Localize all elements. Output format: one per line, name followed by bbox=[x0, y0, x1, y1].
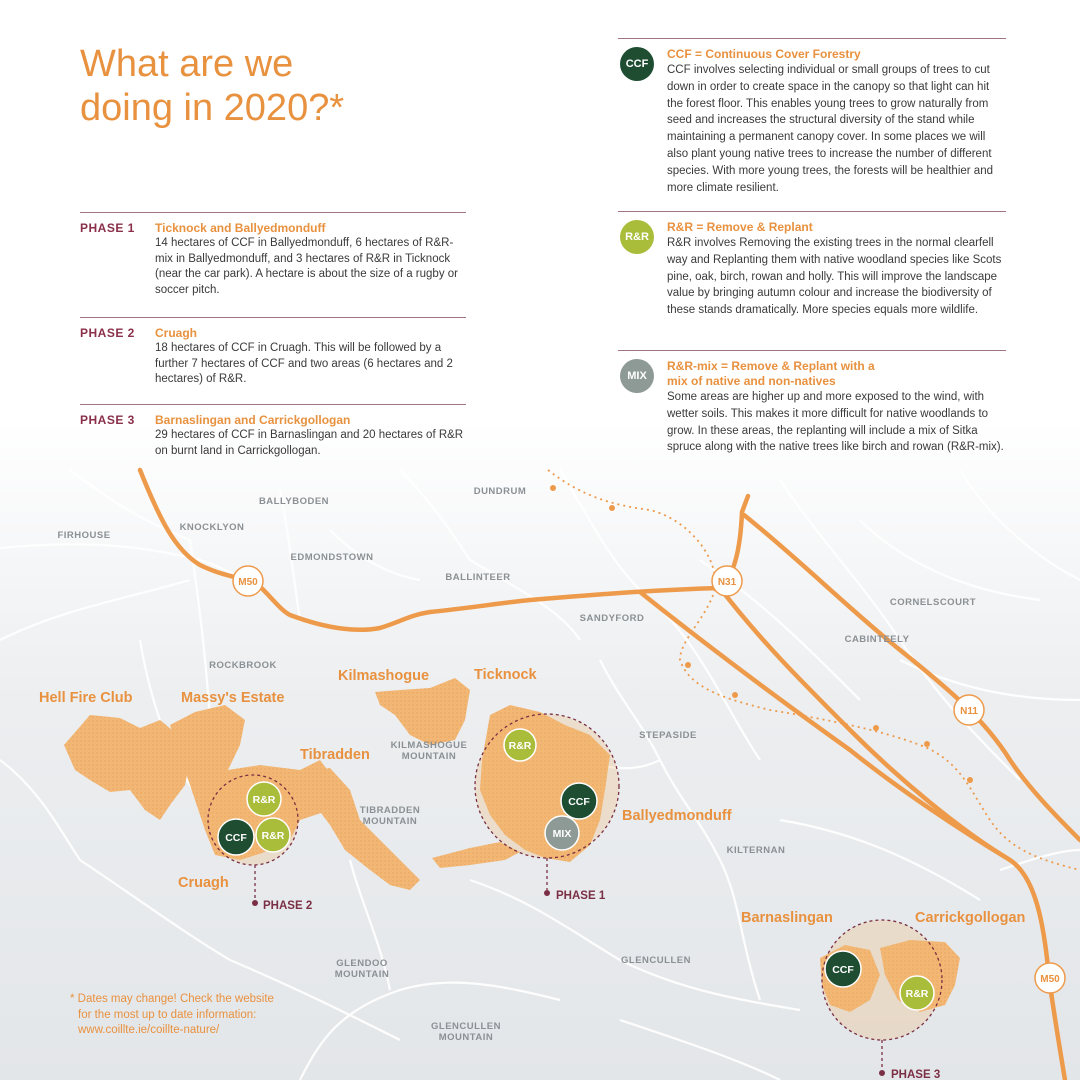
phase-1-name: Ticknock and Ballyedmonduff bbox=[155, 221, 326, 235]
definition-rr bbox=[618, 211, 1006, 319]
phase-1-block bbox=[80, 212, 466, 298]
place-tibradden-mountain-1: TIBRADDEN bbox=[359, 805, 421, 816]
phase-3-block bbox=[80, 404, 466, 459]
place-ballinteer: BALLINTEER bbox=[445, 572, 511, 583]
place-glencullen-mountain-1: GLENCULLEN bbox=[431, 1021, 501, 1032]
place-stepaside: STEPASIDE bbox=[639, 730, 697, 741]
badge-cruagh-rr-1: R&R bbox=[252, 794, 276, 806]
place-cornelscourt: CORNELSCOURT bbox=[889, 597, 977, 608]
rr-mix-body: Some areas are higher up and more exposed to the wind, with wetter soils. This makes it more difficult for native woodlands to grow. In these areas, the replanting will include a mix of Sitka spruce along with the native trees like birch and rowan (R&R-mix). bbox=[667, 391, 1004, 454]
place-edmondstown: EDMONDSTOWN bbox=[290, 552, 374, 563]
place-tibradden-mountain-2: MOUNTAIN bbox=[362, 816, 418, 827]
forest-hell-fire-club bbox=[64, 715, 190, 820]
footnote-line-1: * Dates may change! Check the website bbox=[70, 993, 274, 1005]
road-label-n31: N31 bbox=[717, 577, 737, 588]
label-tibradden: Tibradden bbox=[300, 747, 370, 763]
phase-1-label: PHASE 1 bbox=[80, 221, 135, 235]
title-line-1: What are we bbox=[80, 43, 294, 85]
ccf-title: CCF = Continuous Cover Forestry bbox=[667, 47, 861, 61]
place-kilternan: KILTERNAN bbox=[726, 845, 786, 856]
phase-2-block bbox=[80, 317, 466, 388]
road-label-m50-west: M50 bbox=[238, 577, 258, 588]
label-kilmashogue: Kilmashogue bbox=[338, 668, 430, 684]
definition-rr-mix bbox=[618, 350, 1006, 456]
mix-badge: MIX bbox=[620, 359, 654, 393]
forest-kilmashogue bbox=[375, 678, 470, 745]
place-dundrum: DUNDRUM bbox=[473, 486, 527, 497]
place-sandyford: SANDYFORD bbox=[579, 613, 645, 624]
ccf-badge: CCF bbox=[620, 47, 654, 81]
place-cabinteely: CABINTEELY bbox=[844, 634, 910, 645]
place-knocklyon: KNOCKLYON bbox=[179, 522, 245, 533]
badge-ticknock-rr: R&R bbox=[508, 740, 532, 752]
place-glendoo-mountain-2: MOUNTAIN bbox=[334, 969, 390, 980]
phase-2-label: PHASE 2 bbox=[80, 326, 135, 340]
phase-2-marker: PHASE 2 bbox=[263, 900, 313, 912]
place-rockbrook: ROCKBROOK bbox=[209, 660, 277, 671]
label-cruagh: Cruagh bbox=[178, 875, 229, 891]
place-glencullen-mountain-2: MOUNTAIN bbox=[438, 1032, 494, 1043]
place-firhouse: FIRHOUSE bbox=[57, 530, 111, 541]
definition-ccf bbox=[618, 38, 1006, 196]
rr-mix-title: R&R-mix = Remove & Replant with a mix of native and non-natives bbox=[667, 359, 875, 388]
page-title bbox=[80, 42, 460, 130]
place-kilmashogue-mountain-2: MOUNTAIN bbox=[401, 751, 457, 762]
title-line-2: doing in 2020?* bbox=[80, 87, 345, 129]
place-ballyboden: BALLYBODEN bbox=[258, 496, 330, 507]
place-glencullen: GLENCULLEN bbox=[621, 955, 691, 966]
badge-barnaslingan-ccf: CCF bbox=[832, 964, 854, 976]
phase-3-marker: PHASE 3 bbox=[891, 1069, 941, 1080]
place-glendoo-mountain-1: GLENDOO bbox=[336, 958, 388, 969]
rr-badge: R&R bbox=[620, 220, 654, 254]
badge-ballyedmonduff-mix: MIX bbox=[552, 828, 572, 840]
badge-cruagh-ccf: CCF bbox=[225, 832, 247, 844]
footnote bbox=[70, 992, 310, 1039]
ccf-body: CCF involves selecting individual or small groups of trees to cut down in order to create space in the canopy so that light can hit the forest floor. This enables young trees to grow naturally from seed and increases the structural diversity of the stand while maintaining a permanent canopy cover. In some places we will also plant young native trees to increase the number of different species. With more young trees, the forests will be healthier and more climate resilient. bbox=[667, 64, 993, 194]
phase-2-description: 18 hectares of CCF in Cruagh. This will be followed by a further 7 hectares of CCF and two areas (6 hectares and 2 hectares) of R&R. bbox=[155, 342, 453, 385]
phase-1-description: 14 hectares of CCF in Ballyedmonduff, 6 hectares of R&R-mix in Ballyedmonduff, and 3 hectares of R&R in Ticknock (near the car park). A hectare is about the size of a rugby or soccer pitch. bbox=[155, 237, 458, 296]
footnote-website-link[interactable]: www.coillte.ie/coillte-nature/ bbox=[78, 1024, 220, 1036]
forest-tibradden bbox=[295, 768, 420, 890]
phase-3-description: 29 hectares of CCF in Barnaslingan and 20 hectares of R&R on burnt land in Carrickgollogan. bbox=[155, 429, 464, 457]
footnote-line-2: for the most up to date information: bbox=[78, 1008, 257, 1021]
phase-3-label: PHASE 3 bbox=[80, 413, 135, 427]
label-barnaslingan: Barnaslingan bbox=[741, 910, 833, 926]
label-ballyedmonduff: Ballyedmonduff bbox=[622, 808, 732, 824]
badge-cruagh-rr-2: R&R bbox=[261, 830, 285, 842]
label-carrickgollogan: Carrickgollogan bbox=[915, 910, 1026, 926]
label-massys-estate: Massy's Estate bbox=[181, 690, 285, 706]
badge-ballyedmonduff-ccf: CCF bbox=[568, 796, 590, 808]
label-hell-fire-club: Hell Fire Club bbox=[39, 690, 133, 706]
forest-strip bbox=[432, 842, 520, 868]
phase-1-marker: PHASE 1 bbox=[556, 890, 606, 902]
label-ticknock: Ticknock bbox=[474, 667, 537, 683]
phase-2-name: Cruagh bbox=[155, 326, 197, 340]
rr-title: R&R = Remove & Replant bbox=[667, 220, 813, 234]
phase-3-name: Barnaslingan and Carrickgollogan bbox=[155, 413, 351, 427]
road-label-n11: N11 bbox=[960, 706, 978, 717]
road-label-m50-south: M50 bbox=[1040, 974, 1060, 985]
place-kilmashogue-mountain-1: KILMASHOGUE bbox=[390, 740, 468, 751]
badge-carrickgollogan-rr: R&R bbox=[905, 988, 929, 1000]
rr-body: R&R involves Removing the existing trees in the normal clearfell way and Replanting them with native woodland species like Scots pine, oak, birch, rowan and holly. This will improve the landscape value by bringing autumn colour and increase the biodiversity of these stands dramatically. More species equals more wildlife. bbox=[667, 237, 1002, 317]
